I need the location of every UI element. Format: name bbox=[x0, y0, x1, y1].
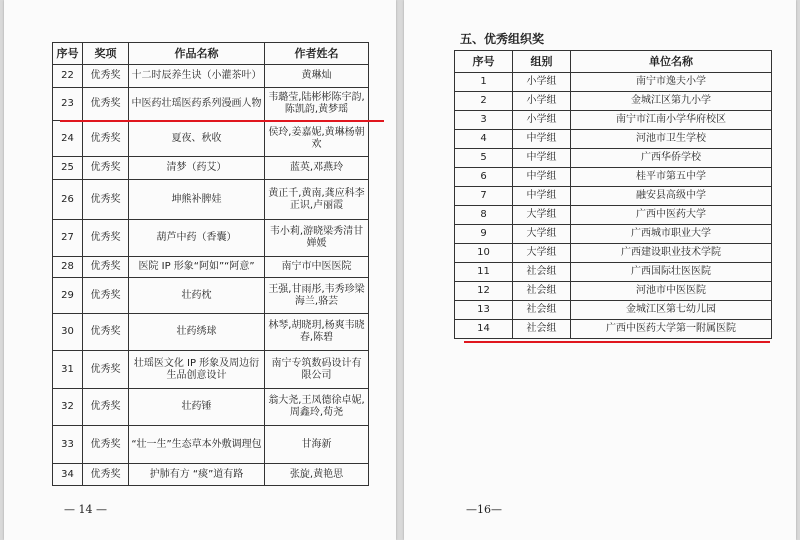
row-award: 优秀奖 bbox=[83, 65, 129, 88]
row-unit-name: 河池市中医医院 bbox=[571, 282, 772, 301]
row-unit-name: 南宁市江南小学华府校区 bbox=[571, 111, 772, 130]
row-work-title: 夏夜、秋收 bbox=[129, 121, 265, 157]
row-award: 优秀奖 bbox=[83, 464, 129, 486]
header-work-title: 作品名称 bbox=[129, 43, 265, 65]
table-row bbox=[455, 282, 772, 301]
row-number: 12 bbox=[455, 282, 513, 301]
row-work-title: “壮一生”生态草本外敷调理包 bbox=[129, 426, 265, 464]
row-number: 27 bbox=[53, 220, 83, 257]
section-heading: 五、优秀组织奖 bbox=[460, 32, 545, 46]
row-group: 大学组 bbox=[513, 244, 571, 263]
row-group: 大学组 bbox=[513, 206, 571, 225]
row-group: 中学组 bbox=[513, 130, 571, 149]
table-header-row bbox=[53, 43, 369, 65]
row-group: 小学组 bbox=[513, 73, 571, 92]
row-number: 4 bbox=[455, 130, 513, 149]
row-award: 优秀奖 bbox=[83, 389, 129, 426]
row-group: 大学组 bbox=[513, 225, 571, 244]
row-unit-name: 广西建设职业技术学院 bbox=[571, 244, 772, 263]
row-number: 1 bbox=[455, 73, 513, 92]
row-number: 23 bbox=[53, 88, 83, 121]
row-authors: 黄琳灿 bbox=[265, 65, 369, 88]
row-unit-name: 广西中医药大学第一附属医院 bbox=[571, 320, 772, 339]
row-work-title: 壮药枕 bbox=[129, 278, 265, 314]
table-row bbox=[455, 301, 772, 320]
table-row bbox=[455, 168, 772, 187]
row-award: 优秀奖 bbox=[83, 121, 129, 157]
table-row bbox=[455, 225, 772, 244]
row-number: 24 bbox=[53, 121, 83, 157]
row-work-title: 医院 IP 形象“阿如”“阿意” bbox=[129, 257, 265, 278]
row-number: 6 bbox=[455, 168, 513, 187]
row-group: 社会组 bbox=[513, 301, 571, 320]
red-annotation-underline bbox=[464, 341, 770, 343]
row-number: 9 bbox=[455, 225, 513, 244]
table-row bbox=[53, 257, 369, 278]
row-number: 32 bbox=[53, 389, 83, 426]
table-row bbox=[53, 464, 369, 486]
row-award: 优秀奖 bbox=[83, 88, 129, 121]
row-number: 7 bbox=[455, 187, 513, 206]
organization-award-table bbox=[454, 50, 772, 339]
row-unit-name: 河池市卫生学校 bbox=[571, 130, 772, 149]
table-row bbox=[53, 314, 369, 351]
row-unit-name: 金城江区第七幼儿园 bbox=[571, 301, 772, 320]
page-number: —16— bbox=[466, 503, 502, 516]
row-work-title: 葫芦中药（香囊） bbox=[129, 220, 265, 257]
header-group: 组别 bbox=[513, 51, 571, 73]
row-number: 30 bbox=[53, 314, 83, 351]
row-unit-name: 广西华侨学校 bbox=[571, 149, 772, 168]
row-award: 优秀奖 bbox=[83, 278, 129, 314]
row-number: 22 bbox=[53, 65, 83, 88]
table-row bbox=[53, 88, 369, 121]
table-row bbox=[455, 263, 772, 282]
row-authors: 黄正千,黄南,龚应科李正识,卢丽霞 bbox=[265, 180, 369, 220]
table-row bbox=[455, 187, 772, 206]
row-award: 优秀奖 bbox=[83, 314, 129, 351]
row-authors: 翁大尧,王凤德徐卓妮,周鑫玲,荀尧 bbox=[265, 389, 369, 426]
row-number: 33 bbox=[53, 426, 83, 464]
row-work-title: 中医药壮瑶医药系列漫画人物 bbox=[129, 88, 265, 121]
row-authors: 张旋,黄艳思 bbox=[265, 464, 369, 486]
row-authors: 韦璐莹,陆彬彬陈宇韵,陈凯韵,黄梦瑶 bbox=[265, 88, 369, 121]
row-unit-name: 金城江区第九小学 bbox=[571, 92, 772, 111]
row-unit-name: 南宁市逸夫小学 bbox=[571, 73, 772, 92]
row-authors: 甘海新 bbox=[265, 426, 369, 464]
awards-table bbox=[52, 42, 369, 486]
table-row bbox=[53, 351, 369, 389]
row-number: 26 bbox=[53, 180, 83, 220]
table-row bbox=[53, 220, 369, 257]
row-work-title: 壮药锤 bbox=[129, 389, 265, 426]
row-number: 29 bbox=[53, 278, 83, 314]
red-annotation-underline bbox=[60, 120, 384, 122]
left-document-page bbox=[4, 0, 396, 540]
table-row bbox=[53, 180, 369, 220]
header-number: 序号 bbox=[53, 43, 83, 65]
right-document-page bbox=[404, 0, 796, 540]
row-unit-name: 广西城市职业大学 bbox=[571, 225, 772, 244]
table-row bbox=[455, 92, 772, 111]
table-row bbox=[455, 111, 772, 130]
table-row bbox=[53, 157, 369, 180]
row-award: 优秀奖 bbox=[83, 220, 129, 257]
table-row bbox=[53, 389, 369, 426]
row-number: 8 bbox=[455, 206, 513, 225]
row-group: 小学组 bbox=[513, 92, 571, 111]
row-work-title: 壮药绣球 bbox=[129, 314, 265, 351]
row-number: 31 bbox=[53, 351, 83, 389]
row-group: 中学组 bbox=[513, 168, 571, 187]
row-unit-name: 融安县高级中学 bbox=[571, 187, 772, 206]
header-number: 序号 bbox=[455, 51, 513, 73]
row-work-title: 十二时辰养生诀（小灌茶叶） bbox=[129, 65, 265, 88]
row-authors: 蓝英,邓燕玲 bbox=[265, 157, 369, 180]
row-award: 优秀奖 bbox=[83, 257, 129, 278]
row-authors: 侯玲,姜嘉妮,黄琳杨朝欢 bbox=[265, 121, 369, 157]
row-award: 优秀奖 bbox=[83, 180, 129, 220]
row-authors: 林琴,胡晓玥,杨爽韦晓春,陈碧 bbox=[265, 314, 369, 351]
table-row bbox=[455, 130, 772, 149]
table-row bbox=[53, 426, 369, 464]
row-work-title: 坤熊补脾娃 bbox=[129, 180, 265, 220]
table-row bbox=[53, 65, 369, 88]
row-unit-name: 桂平市第五中学 bbox=[571, 168, 772, 187]
row-group: 社会组 bbox=[513, 263, 571, 282]
row-work-title: 护肺有方 “痰”道有路 bbox=[129, 464, 265, 486]
row-award: 优秀奖 bbox=[83, 157, 129, 180]
table-row bbox=[53, 278, 369, 314]
table-header-row bbox=[455, 51, 772, 73]
row-unit-name: 广西中医药大学 bbox=[571, 206, 772, 225]
row-number: 5 bbox=[455, 149, 513, 168]
row-number: 25 bbox=[53, 157, 83, 180]
row-number: 3 bbox=[455, 111, 513, 130]
row-number: 34 bbox=[53, 464, 83, 486]
row-authors: 王强,甘雨彤,韦秀珍梁海兰,骆芸 bbox=[265, 278, 369, 314]
row-number: 11 bbox=[455, 263, 513, 282]
row-group: 社会组 bbox=[513, 320, 571, 339]
table-row bbox=[455, 73, 772, 92]
row-unit-name: 广西国际壮医医院 bbox=[571, 263, 772, 282]
table-row bbox=[455, 320, 772, 339]
page-number: — 14 — bbox=[64, 503, 107, 516]
header-unit-name: 单位名称 bbox=[571, 51, 772, 73]
row-work-title: 清梦（药艾） bbox=[129, 157, 265, 180]
table-row bbox=[455, 206, 772, 225]
table-row bbox=[53, 121, 369, 157]
row-group: 中学组 bbox=[513, 187, 571, 206]
row-authors: 南宁专筑数码设计有限公司 bbox=[265, 351, 369, 389]
row-group: 小学组 bbox=[513, 111, 571, 130]
row-group: 中学组 bbox=[513, 149, 571, 168]
row-number: 14 bbox=[455, 320, 513, 339]
row-number: 13 bbox=[455, 301, 513, 320]
table-row bbox=[455, 149, 772, 168]
row-work-title: 壮瑶医文化 IP 形象及周边衍生品创意设计 bbox=[129, 351, 265, 389]
row-authors: 韦小莉,游晓梁秀清甘婵媛 bbox=[265, 220, 369, 257]
table-row bbox=[455, 244, 772, 263]
row-number: 10 bbox=[455, 244, 513, 263]
row-number: 2 bbox=[455, 92, 513, 111]
row-authors: 南宁市中医医院 bbox=[265, 257, 369, 278]
header-award: 奖项 bbox=[83, 43, 129, 65]
header-author-names: 作者姓名 bbox=[265, 43, 369, 65]
row-award: 优秀奖 bbox=[83, 351, 129, 389]
row-award: 优秀奖 bbox=[83, 426, 129, 464]
row-number: 28 bbox=[53, 257, 83, 278]
row-group: 社会组 bbox=[513, 282, 571, 301]
